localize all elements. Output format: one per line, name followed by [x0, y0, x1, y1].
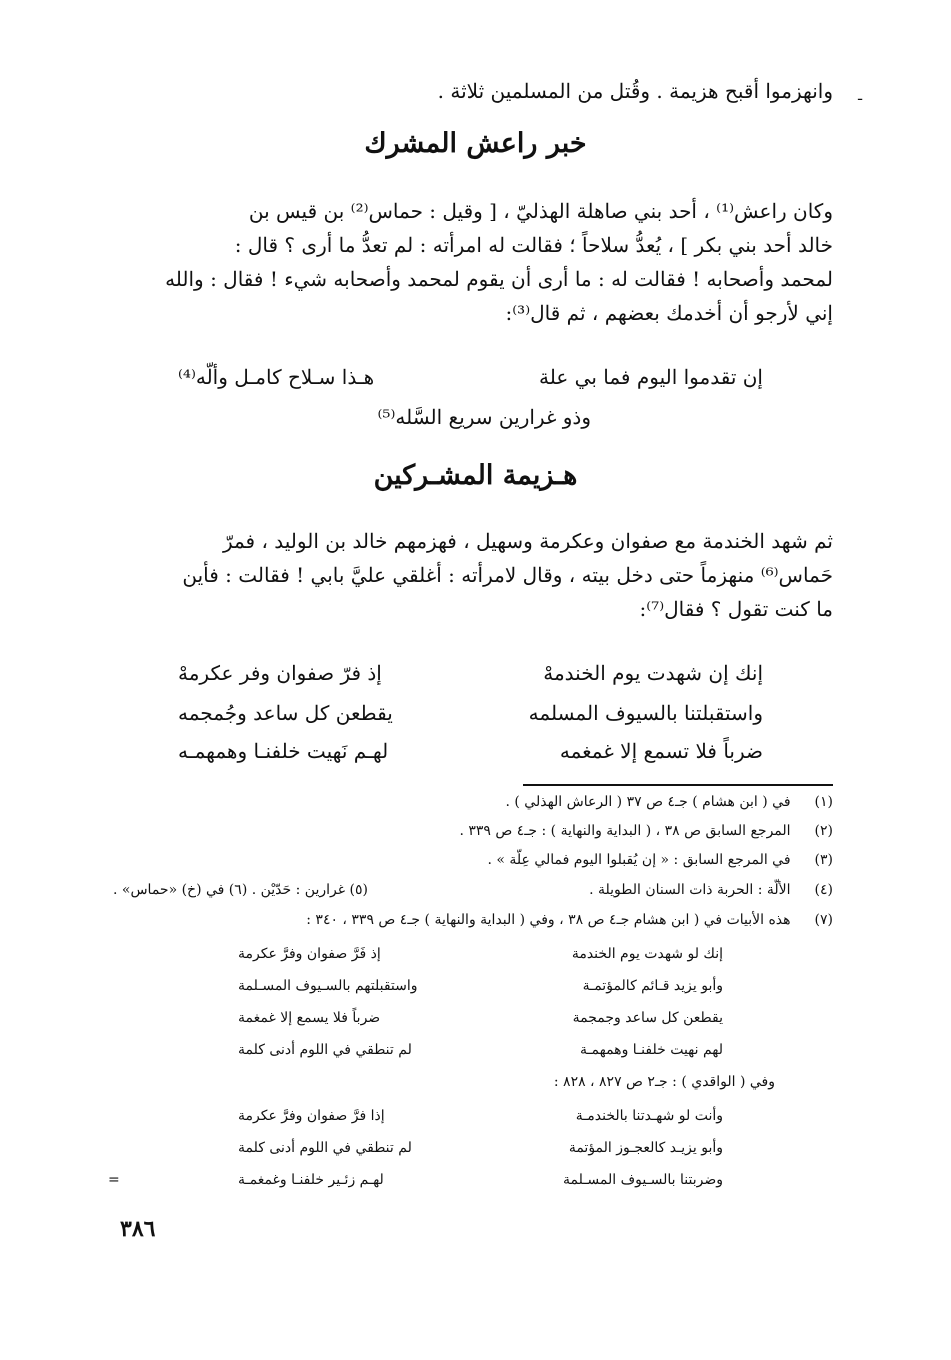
verse-line: وذو غرارين سريع السَّله⁽⁵⁾ [377, 405, 591, 429]
verse-first-hemistich: إنك لو شهدت يوم الخندمة [571, 946, 723, 962]
verse-row [178, 360, 763, 394]
footnote-verse-row [238, 1108, 723, 1124]
paragraph-1-line: خالد أحد بني بكر ] ، يُعدُّ سلاحاً ؛ فقالت له امرأته : لم تعدُّ ما أرى ؟ قال : [234, 233, 833, 257]
verse-row [178, 656, 763, 690]
section-title-1: خبر راعش المشرك [364, 128, 587, 159]
verse-first-hemistich: يقطعن كل ساعد وجمجمة [572, 1010, 723, 1026]
footnote-text: الألّة : الحربة ذات السنان الطويلة . [589, 882, 791, 898]
verse-first-hemistich: وأبو يزيد قـائم كالمؤتمـة [582, 978, 723, 994]
verse-row [178, 734, 763, 768]
footnote-separator [523, 784, 833, 786]
footnote-verse-row [238, 1042, 723, 1058]
paragraph-2-line: حَماس⁽⁶⁾ منهزماً حتى دخل بيته ، وقال لامرأته : أغلقي عليَّ بابي ! فقالت : فأين [182, 563, 833, 587]
footnote-number: (٣) [814, 852, 833, 868]
footnote-text: هذه الأبيات في ( ابن هشام جـ٤ ص ٣٨ ، وفي ( البداية والنهاية ) جـ٤ ص ٣٣٩ ، ٣٤٠ : [306, 912, 791, 928]
footnote-text: في المرجع السابق : « إن يُقبلوا اليوم فمالي عِلّة » . [487, 852, 791, 868]
verse-second-hemistich: لهـم زئـير خلفنـا وغمغمـة [238, 1172, 384, 1188]
margin-dash: ـ [858, 88, 863, 104]
footnote-text: المرجع السابق ص ٣٨ ، ( البداية والنهاية ) : جـ٤ ص ٣٣٩ . [459, 823, 791, 839]
footnote-verse-row [238, 978, 723, 994]
footnote [113, 876, 833, 905]
verse-first-hemistich: إنك إن شهدت يوم الخندمهْ [543, 661, 763, 685]
footnote [113, 788, 833, 817]
footnote-text: في ( ابن هشام ) جـ٤ ص ٣٧ ( الرعاش الهذلي ) . [505, 794, 791, 810]
footnote [113, 906, 833, 935]
top-line: وانهزموا أقبح هزيمة . وقُتل من المسلمين ثلاثة . [437, 79, 833, 103]
page-number: ٣٨٦ [120, 1216, 156, 1242]
verse-second-hemistich: لهـم نَهيت خلفنـا وهمهمـه [178, 739, 389, 763]
paragraph-2-line: ما كنت تقول ؟ فقال⁽⁷⁾: [639, 597, 833, 621]
footnote [113, 817, 833, 846]
footnote-number: (٧) [814, 912, 833, 928]
paragraph-1-line: إني لأرجو أن أخدمك بعضهم ، ثم قال⁽³⁾: [505, 301, 833, 325]
footnote-extra: (٥) غرارين : حَدّيْن . (٦) في (خ) «حماس» . [113, 882, 368, 898]
verse-second-hemistich: إذا فرَّ صفوان وفرَّ عكرمة [238, 1108, 385, 1124]
paragraph-1-line: لمحمد وأصحابه ! فقالت له : ما أرى أن يقوم لمحمد وأصحابه شيء ! فقال : والله [165, 267, 833, 291]
paragraph-1 [113, 194, 833, 330]
verse-first-hemistich: وأبو يزيـد كالعجـوز المؤتمة [568, 1140, 723, 1156]
verse-first-hemistich: لهم نهيت خلفنـا وهمهمـة [579, 1042, 723, 1058]
paragraph-1-line: وكان راعش⁽¹⁾ ، أحد بني صاهلة الهذليّ ، [ وقيل : حماس⁽²⁾ بن قيس بن [248, 199, 833, 223]
verse-first-hemistich: إن تقدموا اليوم فما بي علة [539, 365, 763, 389]
verse-first-hemistich: ضرباً فلا تسمع إلا غمغمه [559, 739, 763, 763]
verse-row [178, 696, 763, 730]
continuation-mark: = [108, 1172, 120, 1188]
footnote-verse-row [238, 1140, 723, 1156]
footnote [113, 846, 833, 875]
footnote-verse-row [238, 1172, 723, 1188]
verse-second-hemistich: هـذا سـلاح كامـل وألّه⁽⁴⁾ [178, 365, 375, 389]
footnote-waqidi-ref: وفي ( الواقدي ) : جـ٢ ص ٨٢٧ ، ٨٢٨ : [553, 1074, 775, 1090]
verse-first-hemistich: وضربتنا بالسـيوف المسـلمة [563, 1172, 723, 1188]
verse-second-hemistich: ضرباً فلا يسمع إلا غمغمة [238, 1010, 381, 1026]
footnote-verse-row [238, 1010, 723, 1026]
verse-second-hemistich: يقطعن كل ساعد وجُمجمه [178, 701, 393, 725]
verse-second-hemistich: إذ فرّ صفوان وفر عكرمهْ [178, 661, 382, 685]
footnote-verse-row [238, 946, 723, 962]
verse-first-hemistich: واستقبلتنا بالسيوف المسلمه [528, 701, 763, 725]
paragraph-2-line: ثم شهد الخندمة مع صفوان وعكرمة وسهيل ، فهزمهم خالد بن الوليد ، فمرّ [222, 529, 833, 553]
verse-first-hemistich: وأنت لو شهـدتنا بالخندمـة [575, 1108, 723, 1124]
paragraph-2 [113, 524, 833, 626]
verse-second-hemistich: واستقبلتهم بالسـيوف المسـلمة [238, 978, 418, 994]
footnote-number: (١) [814, 794, 833, 810]
footnote-number: (٤) [814, 882, 833, 898]
verse-second-hemistich: لم تنطقي في اللوم أدنى كلمة [238, 1042, 412, 1058]
section-title-2: هـزيمة المشـركين [373, 460, 578, 491]
footnote-number: (٢) [814, 823, 833, 839]
verse-second-hemistich: لم تنطقي في اللوم أدنى كلمة [238, 1140, 412, 1156]
verse-second-hemistich: إذ فَرَّ صفوان وفرَّ عكرمة [238, 946, 381, 962]
